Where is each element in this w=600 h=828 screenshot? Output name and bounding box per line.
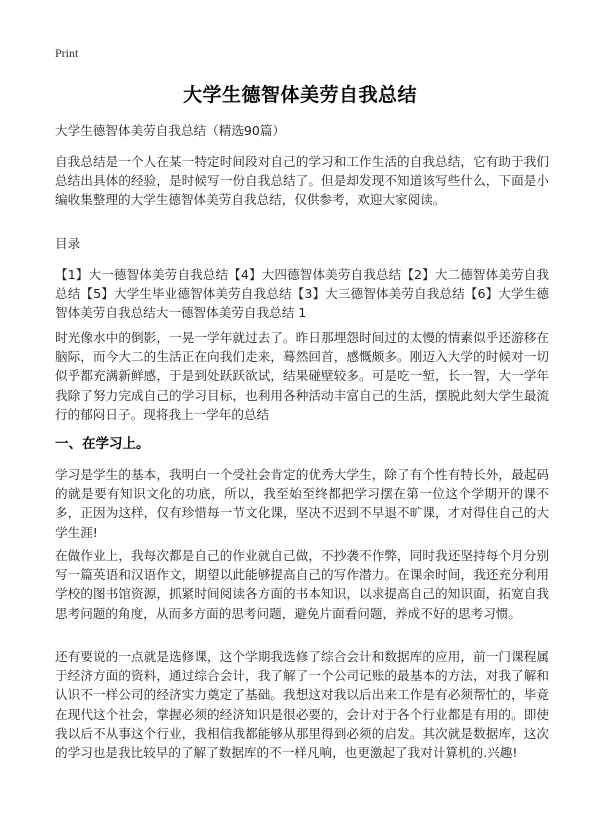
paragraph-4: 还有要说的一点就是选修课，这个学期我选修了综合会计和数据库的应用，前一门课程属于经济方面的资料，通过综合会计，我了解了一个公司记账的最基本的方法，对我了解和认识不一样公司的经济实力奠定了基础。我想这对我以后出来工作是有必须帮忙的，毕竟在现代这个社会，掌握必须的经济知识是很必要的，会计对于各个行业都是有用的。即使我以后不从事这个行业，我相信我都能够从那里得到必须的启发。其次就是数据库，这次的学习也是我比较早的了解了数据库的不一样凡响，也更激起了我对计算机的.兴趣! — [55, 649, 549, 761]
paragraph-3: 在做作业上，我每次都是自己的作业就自己做，不抄袭不作弊，同时我还坚持每个月分别写一篇英语和汉语作文，期望以此能够提高自己的写作潜力。在课余时间，我还充分利用学校的图书馆资源，抓紧时间阅读各方面的书本知识，以求提高自己的知识面，拓宽自我思考问题的角度，从而多方面的思考问题，避免片面看问题，养成不好的思考习惯。 — [55, 548, 549, 621]
print-label: Print — [55, 46, 79, 60]
table-of-contents: 【1】大一德智体美劳自我总结【4】大四德智体美劳自我总结【2】大二德智体美劳自我总结【5】大学生毕业德智体美劳自我总结【3】大三德智体美劳自我总结【6】大学生德智体美劳自我总结大一德智体美劳自我总结 1 — [55, 267, 549, 321]
toc-label: 目录 — [55, 236, 81, 251]
document-subtitle: 大学生德智体美劳自我总结（精选90篇） — [55, 123, 286, 138]
intro-paragraph: 自我总结是一个人在某一特定时间段对自己的学习和工作生活的自我总结，它有助于我们总结出具体的经验，是时候写一份自我总结了。但是却发现不知道该写些什么，下面是小编收集整理的大学生德智体美劳自我总结，仅供参考，欢迎大家阅读。 — [55, 154, 549, 208]
section-heading-study: 一、在学习上。 — [55, 436, 150, 452]
paragraph-1: 时光像水中的倒影，一晃一学年就过去了。昨日那埋怨时间过的太慢的情素似乎还游移在脑际，而今大二的生活正在向我们走来，蓦然回首，感慨颇多。刚迈入大学的时候对一切似乎都充满新鲜感，于是到处跃跃欲试，结果碰壁较多。可是吃一堑，长一智，大一学年我除了努力完成自己的学习目标，也利用各种活动丰富自己的生活，摆脱此刻大学生最流行的郁闷日子。现将我上一学年的总结 — [55, 330, 549, 422]
page-title: 大学生德智体美劳自我总结 — [182, 84, 417, 106]
paragraph-2: 学习是学生的基本，我明白一个受社会肯定的优秀大学生，除了有个性有特长外，最起码的就是要有知识文化的功底，所以，我至始至终都把学习摆在第一位这个学期开的课不多，正因为这样，仅有珍惜每一节文化课，坚决不迟到不早退不旷课，才对得住自己的大学生涯! — [55, 467, 549, 540]
